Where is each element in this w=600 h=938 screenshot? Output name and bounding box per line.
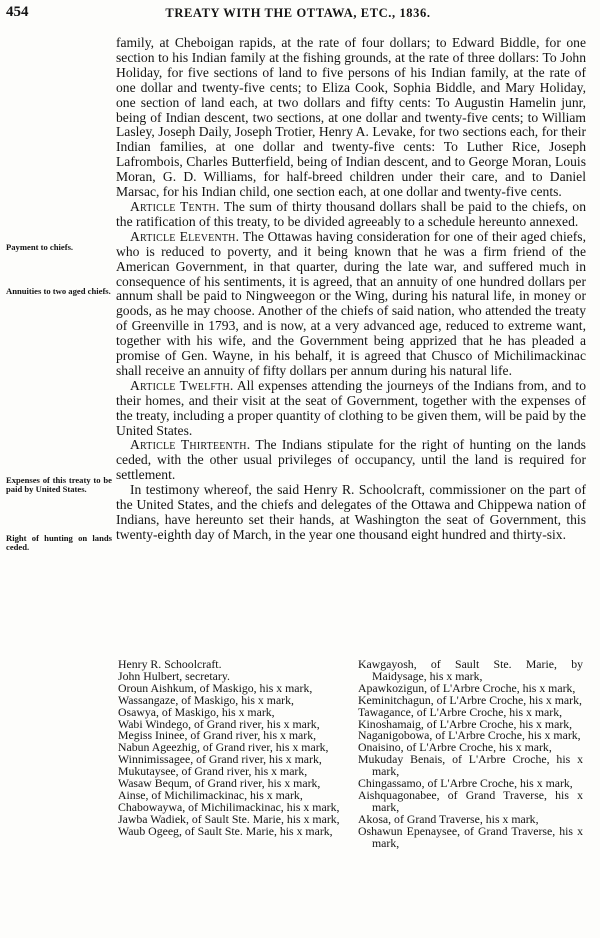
signatory: Onaisino, of L'Arbre Croche, his x mark, bbox=[358, 740, 552, 755]
margin-note-annuities: Annuities to two aged chiefs. bbox=[6, 286, 111, 296]
signatory: Oroun Aishkum, of Maskigo, his x mark, bbox=[118, 680, 313, 695]
article-thirteenth-heading: Article Thirteenth. bbox=[130, 437, 251, 453]
treaty-body bbox=[116, 36, 586, 543]
signatories-right-column bbox=[358, 659, 583, 850]
signatory: Kinoshamaig, of L'Arbre Croche, his x mark, bbox=[358, 716, 573, 731]
article-tenth-text: The sum of thirty thousand dollars shall be paid to the chiefs, on the ratification of this treaty, to be divided agreeably to a schedule hereunto annexed. bbox=[116, 198, 586, 229]
signatory: Tawagance, of L'Arbre Croche, his x mark, bbox=[358, 704, 563, 719]
signatory: Aishquagonabee, of Grand Traverse, his x mark, bbox=[358, 787, 583, 814]
signatory: Henry R. Schoolcraft. bbox=[118, 657, 222, 671]
signatory: Kawgayosh, of Sault Ste. Marie, by Maidysage, his x mark, bbox=[358, 657, 583, 683]
article-eleventh-heading: Article Eleventh. bbox=[130, 228, 240, 244]
signatory: Winnimissagee, of Grand river, his x mark, bbox=[118, 752, 322, 767]
page-number: 454 bbox=[6, 4, 29, 20]
signatories-left-column bbox=[118, 659, 343, 838]
article-tenth-heading: Article Tenth. bbox=[130, 198, 220, 214]
signatory: Naganigobowa, of L'Arbre Croche, his x mark, bbox=[358, 728, 581, 743]
signatory: Osawya, of Maskigo, his x mark, bbox=[118, 704, 275, 719]
signatory: Wasaw Bequm, of Grand river, his x mark, bbox=[118, 776, 321, 791]
article-twelfth-text: All expenses attending the journeys of the Indians from, and to their homes, and their visit at the seat of Government, together with the expenses of the treaty, including a proper quantity of clothing to be given them, will be paid by the United States. bbox=[116, 377, 586, 438]
signatory: Mukutaysee, of Grand river, his x mark, bbox=[118, 764, 308, 779]
testimony-paragraph: In testimony whereof, the said Henry R. Schoolcraft, commissioner on the part of the United States, and the chiefs and delegates of the Ottawa and Chippewa nation of Indians, have hereunto set their hands, at Washington the seat of Government, this twenty-eighth day of March, in the year one thousand eight hundred and thirty-six. bbox=[116, 482, 586, 542]
signatory: Megiss Ininee, of Grand river, his x mark, bbox=[118, 728, 317, 743]
article-eleventh-text: The Ottawas having consideration for one of their aged chiefs, who is reduced to poverty, and it being known that he was a firm friend of the American Government, in that quarter, during the late war, and suffered much in consequence of his sentiments, it is agreed, that an annuity of one hundred dollars per annum shall be paid to Ningweegon or the Wing, during his natural life, in money or goods, as he may choose. Another of the chiefs of said nation, who attended the treaty of Greenville in 1793, and is now, at a very advanced age, reduced to extreme want, together with his wife, and the Government being apprized that he has pleaded a promise of Gen. Wayne, in his behalf, it is agreed that Chusco of Michilimackinac shall receive an annuity of fifty dollars per annum during his natural life. bbox=[116, 228, 586, 378]
continuation-paragraph: family, at Cheboigan rapids, at the rate of four dollars; to Edward Biddle, for one section to his Indian family at the fishing grounds, at the rate of three dollars: To John Holiday, for five sections of land to five persons of his Indian family, at the rate of one dollar and twenty-five cents; to Eliza Cook, Sophia Biddle, and Mary Holiday, one section of land each, at two dollars and fifty cents: To Augustin Hamelin junr, being of Indian descent, two sections, at one dollar and twenty-five cents; to William Lasley, Joseph Daily, Joseph Trotier, Henry A. Levake, for two sections each, for their Indian families, at one dollar and twenty-five cents: To Luther Rice, Joseph Lafrombois, Charles Butterfield, being of Indian descent, and to George Moran, Louis Moran, G. D. Williams, for half-breed children under their care, and to Daniel Marsac, for his Indian child, one section each, at one dollar and twenty-five cents. bbox=[116, 35, 586, 200]
page-header bbox=[6, 4, 590, 22]
signatory: Keminitchagun, of L'Arbre Croche, his x mark, bbox=[358, 692, 582, 707]
article-thirteenth bbox=[116, 438, 586, 483]
margin-note-payment: Payment to chiefs. bbox=[6, 242, 74, 252]
article-twelfth bbox=[116, 379, 586, 439]
signatory: John Hulbert, secretary. bbox=[118, 668, 230, 683]
signatory: Akosa, of Grand Traverse, his x mark, bbox=[358, 811, 539, 826]
signatory: Wassangaze, of Maskigo, his x mark, bbox=[118, 692, 294, 707]
signatory: Oshawun Epenaysee, of Grand Traverse, his x mark, bbox=[358, 823, 583, 850]
running-title: TREATY WITH THE OTTAWA, ETC., 1836. bbox=[165, 6, 431, 20]
margin-note-expenses: Expenses of this treaty to be paid by United States. bbox=[6, 475, 112, 494]
margin-note-hunting: Right of hunting on lands ceded. bbox=[6, 533, 112, 552]
signatory: Waub Ogeeg, of Sault Ste. Marie, his x mark, bbox=[118, 823, 333, 838]
signatory: Nabun Ageezhig, of Grand river, his x mark, bbox=[118, 740, 329, 755]
signatory: Chingassamo, of L'Arbre Croche, his x mark, bbox=[358, 776, 573, 791]
signatory: Chabowaywa, of Michilimackinac, his x mark, bbox=[118, 799, 340, 814]
signatory: Wabi Windego, of Grand river, his x mark, bbox=[118, 716, 320, 731]
signatory: Apawkozigun, of L'Arbre Croche, his x mark, bbox=[358, 680, 576, 695]
article-tenth bbox=[116, 200, 586, 230]
signatory: Ainse, of Michilimackinac, his x mark, bbox=[118, 787, 303, 802]
article-thirteenth-text: The Indians stipulate for the right of hunting on the lands ceded, with the other usual privileges of occupancy, until the land is required for settlement. bbox=[116, 437, 586, 483]
article-twelfth-heading: Article Twelfth. bbox=[130, 377, 234, 393]
signatory: Mukuday Benais, of L'Arbre Croche, his x mark, bbox=[358, 752, 583, 779]
signatory: Jawba Wadiek, of Sault Ste. Marie, his x mark, bbox=[118, 811, 340, 826]
article-eleventh bbox=[116, 230, 586, 379]
